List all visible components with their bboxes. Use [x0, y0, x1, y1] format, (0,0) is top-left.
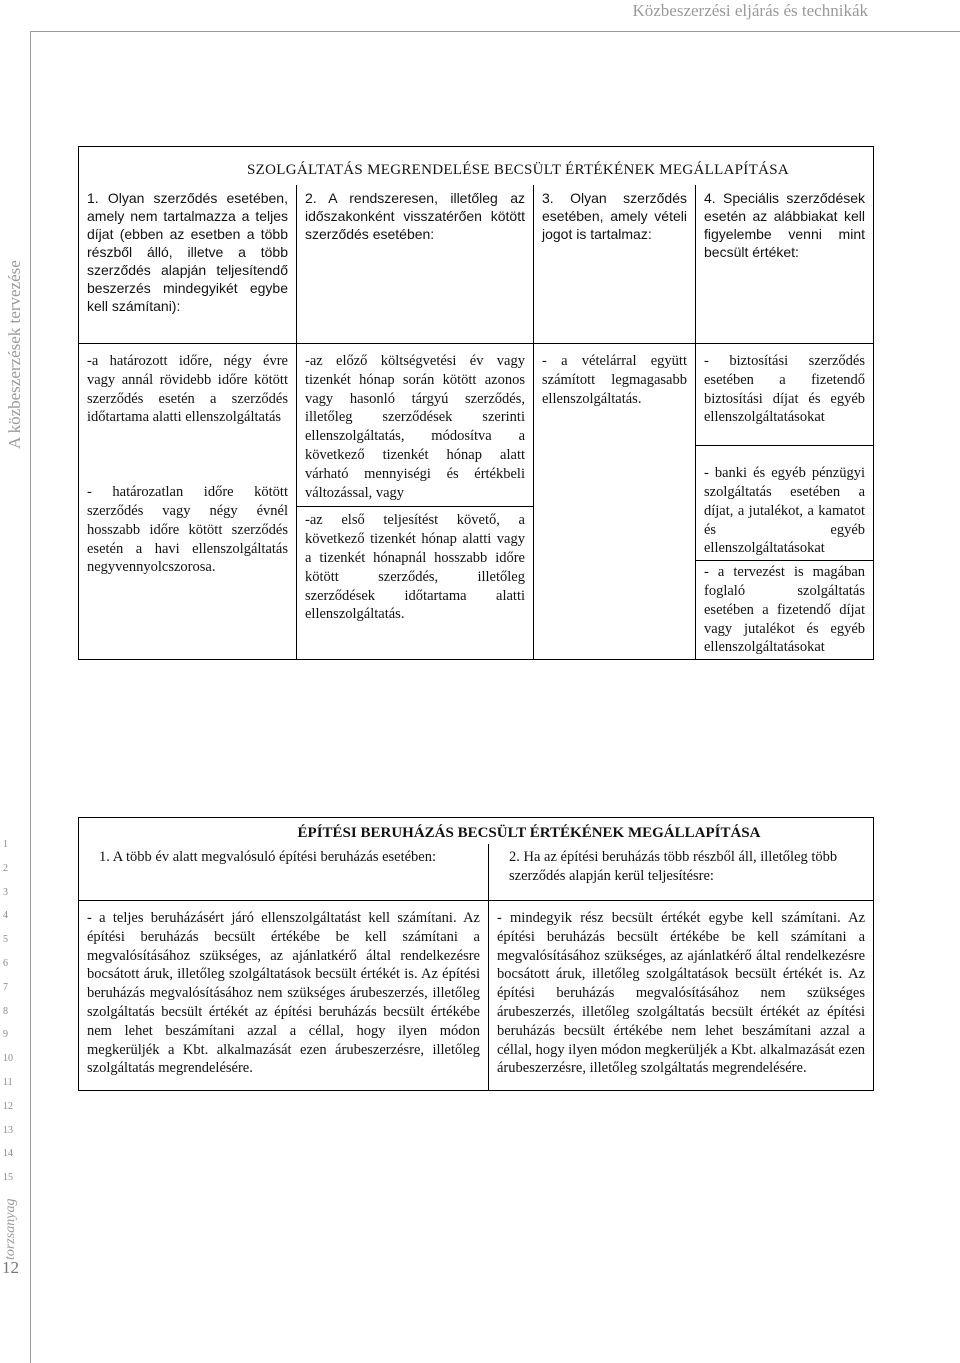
line-number: 1 [3, 839, 8, 850]
construction-col2-body: - mindegyik rész becsült értékét egybe kell számítani. Az építési beruházás becsült értékébe be kell számítani a megvalósításához szükséges, az ajánlatkérő által rendelkezésre bocsátott áruk, illetőleg szolgáltatások becsült értékét is. Az építési beruházás megvalósításához nem szükséges árubeszerzés, illetőleg szolgáltatás becsült értékét az építési beruházás becsült értékébe nem lehet beszámítani azzal a céllal, hogy ilyen módon megkerüljék a Kbt. alkalmazását ezen árubeszerzésre, illetőleg szolgáltatás megrendelésére. [489, 901, 874, 1091]
construction-col2-heading: 2. Ha az építési beruházás több részből áll, illetőleg több szerződés alapján kerül teljesítésre: [489, 844, 874, 901]
margin-rule [30, 31, 31, 1363]
line-number: 7 [3, 981, 8, 993]
service-col2-para-b: -az első teljesítést követő, a következő tizenkét hónap alatti vagy a tizenkét hónapnál hosszabb időre kötött szerződés, illetőleg szerződések időtartama alatti ellenszolgáltatás. [305, 512, 525, 623]
line-number: 15 [3, 1172, 13, 1184]
line-number: 4 [3, 910, 8, 922]
line-number: 10 [3, 1053, 13, 1065]
line-number: 12 [3, 1100, 13, 1112]
line-numbers [3, 833, 25, 1190]
construction-col1-body: - a teljes beruházásért járó ellenszolgáltatást kell számítani. Az építési beruházás becsült értékébe be kell számítani a megvalósításához szükséges, az ajánlatkérő által rendelkezésre bocsátott áruk, illetőleg szolgáltatások becsült értékét is. Az építési beruházás megvalósításához nem szükséges árubeszerzés, illetőleg szolgáltatás becsült értékét az építési beruházás becsült értékébe nem lehet beszámítani azzal a céllal, hogy ilyen módon megkerüljék a Kbt. alkalmazását ezen árubeszerzésre, illetőleg szolgáltatás megrendelésére. [79, 901, 489, 1091]
service-col4-heading: 4. Speciális szerződések esetén az alábbiakat kell figyelembe venni mint becsült értéket: [696, 185, 874, 344]
running-header-title: Közbeszerzési eljárás és technikák [632, 1, 868, 20]
construction-value-table [78, 817, 874, 1091]
service-col2-heading: 2. A rendszeresen, illetőleg az időszakonként visszatérően kötött szerződés esetében: [297, 185, 534, 344]
construction-table-heading: ÉPÍTÉSI BERUHÁZÁS BECSÜLT ÉRTÉKÉNEK MEGÁLLAPÍTÁSA [79, 818, 874, 845]
side-section-title: A közbeszerzések tervezése [5, 260, 24, 449]
line-number: 2 [3, 862, 8, 874]
service-col3-body: - a vételárral együtt számított legmagasabb ellenszolgáltatás. [534, 344, 696, 660]
line-number: 5 [3, 934, 8, 946]
service-col4-para-b: - banki és egyéb pénzügyi szolgáltatás esetében a díjat, a jutalékot, a kamatot és egyéb ellenszolgáltatásokat [696, 446, 873, 561]
torzsanyag-label: torzsanyag [3, 1198, 18, 1260]
service-value-table [78, 146, 874, 660]
line-number: 3 [3, 886, 8, 898]
line-number: 9 [3, 1029, 8, 1041]
page-number: 12 [2, 1258, 19, 1277]
service-col3-heading: 3. Olyan szerződés esetében, amely vételi jogot is tartalmaz: [534, 185, 696, 344]
construction-col1-heading: 1. A több év alatt megvalósuló építési beruházás esetében: [79, 844, 489, 901]
service-col4-para-c: - a tervezést is magában foglaló szolgáltatás esetében a fizetendő díjat vagy jutalékot és egyéb ellenszolgáltatásokat [704, 564, 866, 656]
line-number: 11 [3, 1076, 13, 1088]
service-col2-body [297, 344, 534, 660]
header-rule [30, 31, 960, 32]
service-col1-heading: 1. Olyan szerződés esetében, amely nem tartalmazza a teljes díjat (ebben az esetben a több részből álló, illetve a több szerződés alapján teljesítendő beszerzés mindegyikét egybe kell számítani): [79, 185, 297, 344]
service-col1-body [79, 344, 297, 660]
service-col1-para-b: - határozatlan időre kötött szerződés vagy négy évnél hosszabb időre kötött szerződés esetén a havi ellenszolgáltatás negyvennyolcszorosa. [87, 484, 288, 576]
line-number: 14 [3, 1148, 13, 1160]
line-number: 6 [3, 957, 8, 969]
line-number: 13 [3, 1124, 13, 1136]
line-number: 8 [3, 1005, 8, 1017]
service-col4-body [696, 344, 874, 660]
service-col1-para-a: -a határozott időre, négy évre vagy annál rövidebb időre kötött szerződés esetén a szerződés időtartama alatti ellenszolgáltatás [87, 353, 288, 426]
service-col2-para-a: -az előző költségvetési év vagy tizenkét hónap során kötött azonos vagy hasonló tárgyú szerződés, illetőleg szerződések szerinti ellenszolgáltatás, módosítva a következő tizenkét hónap alatt várható mennyiségi és értékbeli változással, vagy [297, 344, 533, 507]
service-col4-para-a: - biztosítási szerződés esetében a fizetendő biztosítási díjat és egyéb ellenszolgáltatásokat [696, 344, 873, 446]
service-table-heading: SZOLGÁLTATÁS MEGRENDELÉSE BECSÜLT ÉRTÉKÉNEK MEGÁLLAPÍTÁSA [79, 147, 874, 186]
